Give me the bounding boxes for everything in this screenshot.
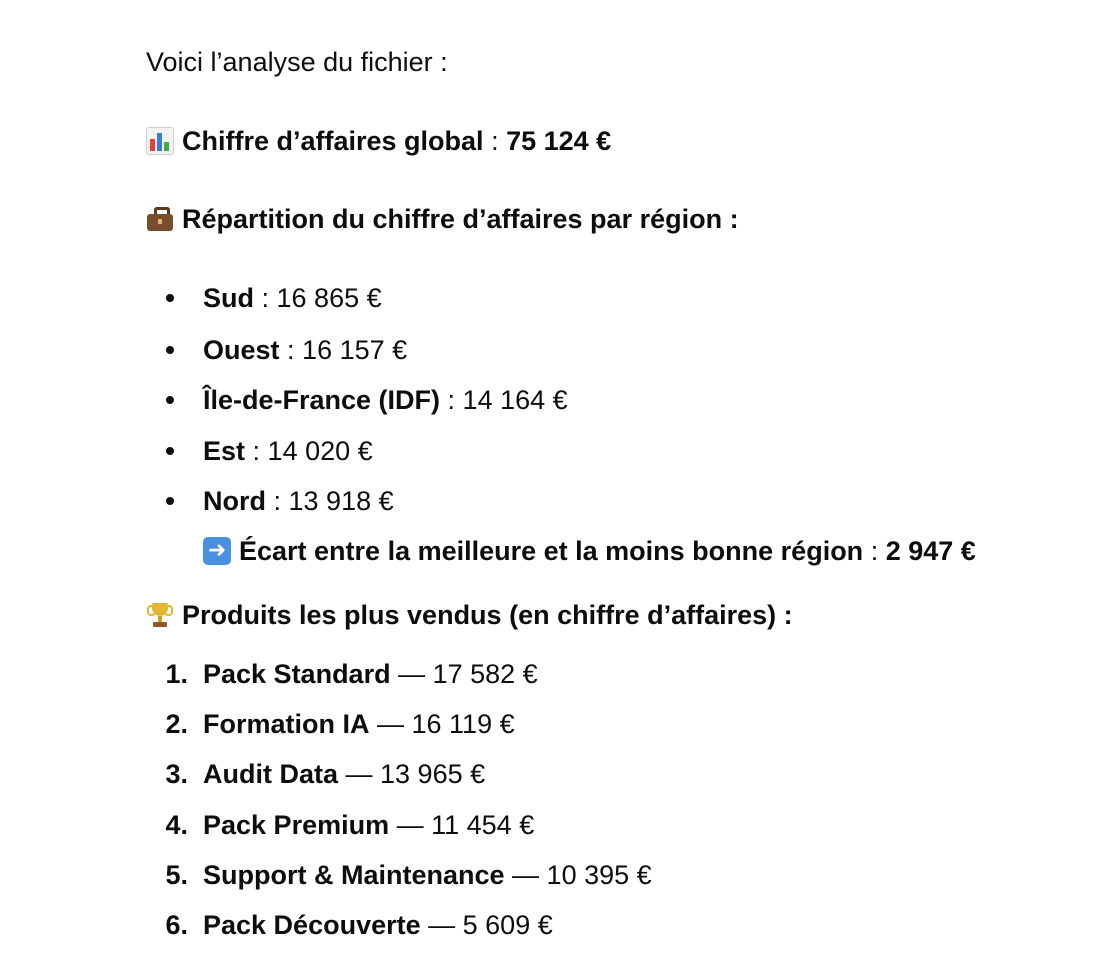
bullet-icon	[166, 447, 174, 455]
product-value: 5 609 €	[462, 910, 553, 940]
bullet-icon	[166, 294, 174, 302]
product-name: Pack Premium	[203, 810, 390, 840]
product-separator: —	[338, 759, 381, 789]
region-value: 14 020 €	[267, 436, 373, 466]
region-value: 16 157 €	[302, 335, 408, 365]
bullet-icon	[166, 346, 174, 354]
products-heading	[146, 597, 793, 633]
product-separator: —	[420, 910, 463, 940]
region-separator: :	[279, 335, 303, 365]
region-value: 16 865 €	[276, 283, 382, 313]
region-heading-text: Répartition du chiffre d’affaires par région :	[182, 204, 739, 234]
product-rank: 3.	[165, 759, 188, 789]
product-name: Audit Data	[203, 759, 338, 789]
intro-text: Voici l’analyse du fichier :	[146, 47, 448, 77]
product-rank: 1.	[165, 659, 188, 689]
product-rank: 4.	[165, 810, 188, 840]
region-value: 13 918 €	[288, 486, 394, 516]
product-separator: —	[504, 860, 547, 890]
product-value: 11 454 €	[431, 810, 535, 840]
briefcase-icon	[146, 205, 174, 233]
region-separator: :	[245, 436, 268, 466]
trophy-icon	[146, 601, 174, 629]
global-revenue-label: Chiffre d’affaires global	[182, 126, 484, 156]
region-separator: :	[254, 283, 277, 313]
product-rank: 2.	[165, 709, 188, 739]
global-revenue-separator: :	[483, 126, 507, 156]
product-value: 17 582 €	[432, 659, 538, 689]
product-rank: 6.	[165, 910, 188, 940]
region-name: Est	[203, 436, 246, 466]
product-value: 13 965 €	[380, 759, 486, 789]
bullet-icon	[166, 497, 174, 505]
region-separator: :	[266, 486, 289, 516]
product-value: 16 119 €	[411, 709, 515, 739]
region-gap-line	[203, 533, 976, 569]
product-name: Pack Standard	[203, 659, 391, 689]
products-heading-text: Produits les plus vendus (en chiffre d’affaires) :	[182, 600, 793, 630]
product-separator: —	[390, 659, 433, 689]
product-value: 10 395 €	[546, 860, 652, 890]
region-heading	[146, 201, 739, 237]
product-rank: 5.	[165, 860, 188, 890]
product-separator: —	[389, 810, 432, 840]
region-gap-separator: :	[863, 536, 886, 566]
global-revenue-line	[146, 123, 611, 159]
right-arrow-icon: ➜	[203, 537, 231, 565]
region-name: Ouest	[203, 335, 280, 365]
region-value: 14 164 €	[462, 385, 568, 415]
bullet-icon	[166, 396, 174, 404]
global-revenue-value: 75 124 €	[506, 126, 612, 156]
region-separator: :	[440, 385, 463, 415]
product-name: Formation IA	[203, 709, 370, 739]
product-name: Support & Maintenance	[203, 860, 505, 890]
region-name: Sud	[203, 283, 254, 313]
region-gap-label: Écart entre la meilleure et la moins bonne région	[239, 536, 864, 566]
bar-chart-icon	[146, 127, 174, 155]
product-separator: —	[369, 709, 412, 739]
region-name: Île-de-France (IDF)	[203, 385, 441, 415]
product-name: Pack Découverte	[203, 910, 421, 940]
region-gap-value: 2 947 €	[885, 536, 976, 566]
region-name: Nord	[203, 486, 266, 516]
